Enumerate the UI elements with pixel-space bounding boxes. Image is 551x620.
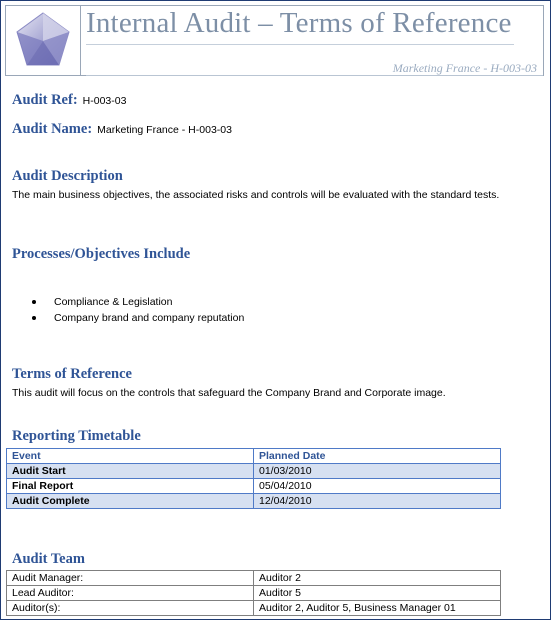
event-cell: Audit Start <box>7 464 254 479</box>
document-title: Internal Audit – Terms of Reference <box>86 7 512 39</box>
title-divider <box>86 44 514 45</box>
table-row <box>7 586 501 601</box>
column-header-event: Event <box>7 449 254 464</box>
audit-ref-heading <box>12 92 126 109</box>
table-row <box>7 601 501 616</box>
member-cell: Auditor 5 <box>254 586 501 601</box>
audit-name-heading <box>12 121 232 138</box>
audit-description-heading: Audit Description <box>12 168 123 184</box>
role-cell: Audit Manager: <box>7 571 254 586</box>
date-cell: 05/04/2010 <box>254 479 501 494</box>
subtitle-divider <box>86 75 543 76</box>
member-cell: Auditor 2, Auditor 5, Business Manager 01 <box>254 601 501 616</box>
table-row <box>7 479 501 494</box>
member-cell: Auditor 2 <box>254 571 501 586</box>
event-cell: Audit Complete <box>7 494 254 509</box>
audit-team-heading: Audit Team <box>12 551 85 567</box>
audit-description-text: The main business objectives, the associated risks and controls will be evaluated with the standard tests. <box>12 189 500 201</box>
audit-team-table <box>6 570 501 616</box>
timetable-table <box>6 448 501 509</box>
list-item: Company brand and company reputation <box>30 310 244 326</box>
document-header <box>5 5 544 76</box>
terms-text: This audit will focus on the controls that safeguard the Company Brand and Corporate image. <box>12 387 446 399</box>
pentagon-logo-icon <box>13 9 73 69</box>
terms-heading: Terms of Reference <box>12 366 132 382</box>
event-cell: Final Report <box>7 479 254 494</box>
list-item: Compliance & Legislation <box>30 294 244 310</box>
table-header-row <box>7 449 501 464</box>
processes-heading: Processes/Objectives Include <box>12 246 191 262</box>
date-cell: 01/03/2010 <box>254 464 501 479</box>
timetable-heading: Reporting Timetable <box>12 428 141 444</box>
role-cell: Auditor(s): <box>7 601 254 616</box>
table-row <box>7 464 501 479</box>
table-row <box>7 494 501 509</box>
audit-name-value: Marketing France - H-003-03 <box>97 124 232 136</box>
column-header-planned-date: Planned Date <box>254 449 501 464</box>
role-cell: Lead Auditor: <box>7 586 254 601</box>
logo <box>6 6 81 75</box>
audit-name-label: Audit Name: <box>12 121 93 137</box>
processes-list <box>30 294 244 326</box>
audit-ref-value: H-003-03 <box>82 95 127 107</box>
audit-ref-label: Audit Ref: <box>12 92 78 108</box>
table-row <box>7 571 501 586</box>
date-cell: 12/04/2010 <box>254 494 501 509</box>
document-subtitle: Marketing France - H-003-03 <box>392 61 537 75</box>
